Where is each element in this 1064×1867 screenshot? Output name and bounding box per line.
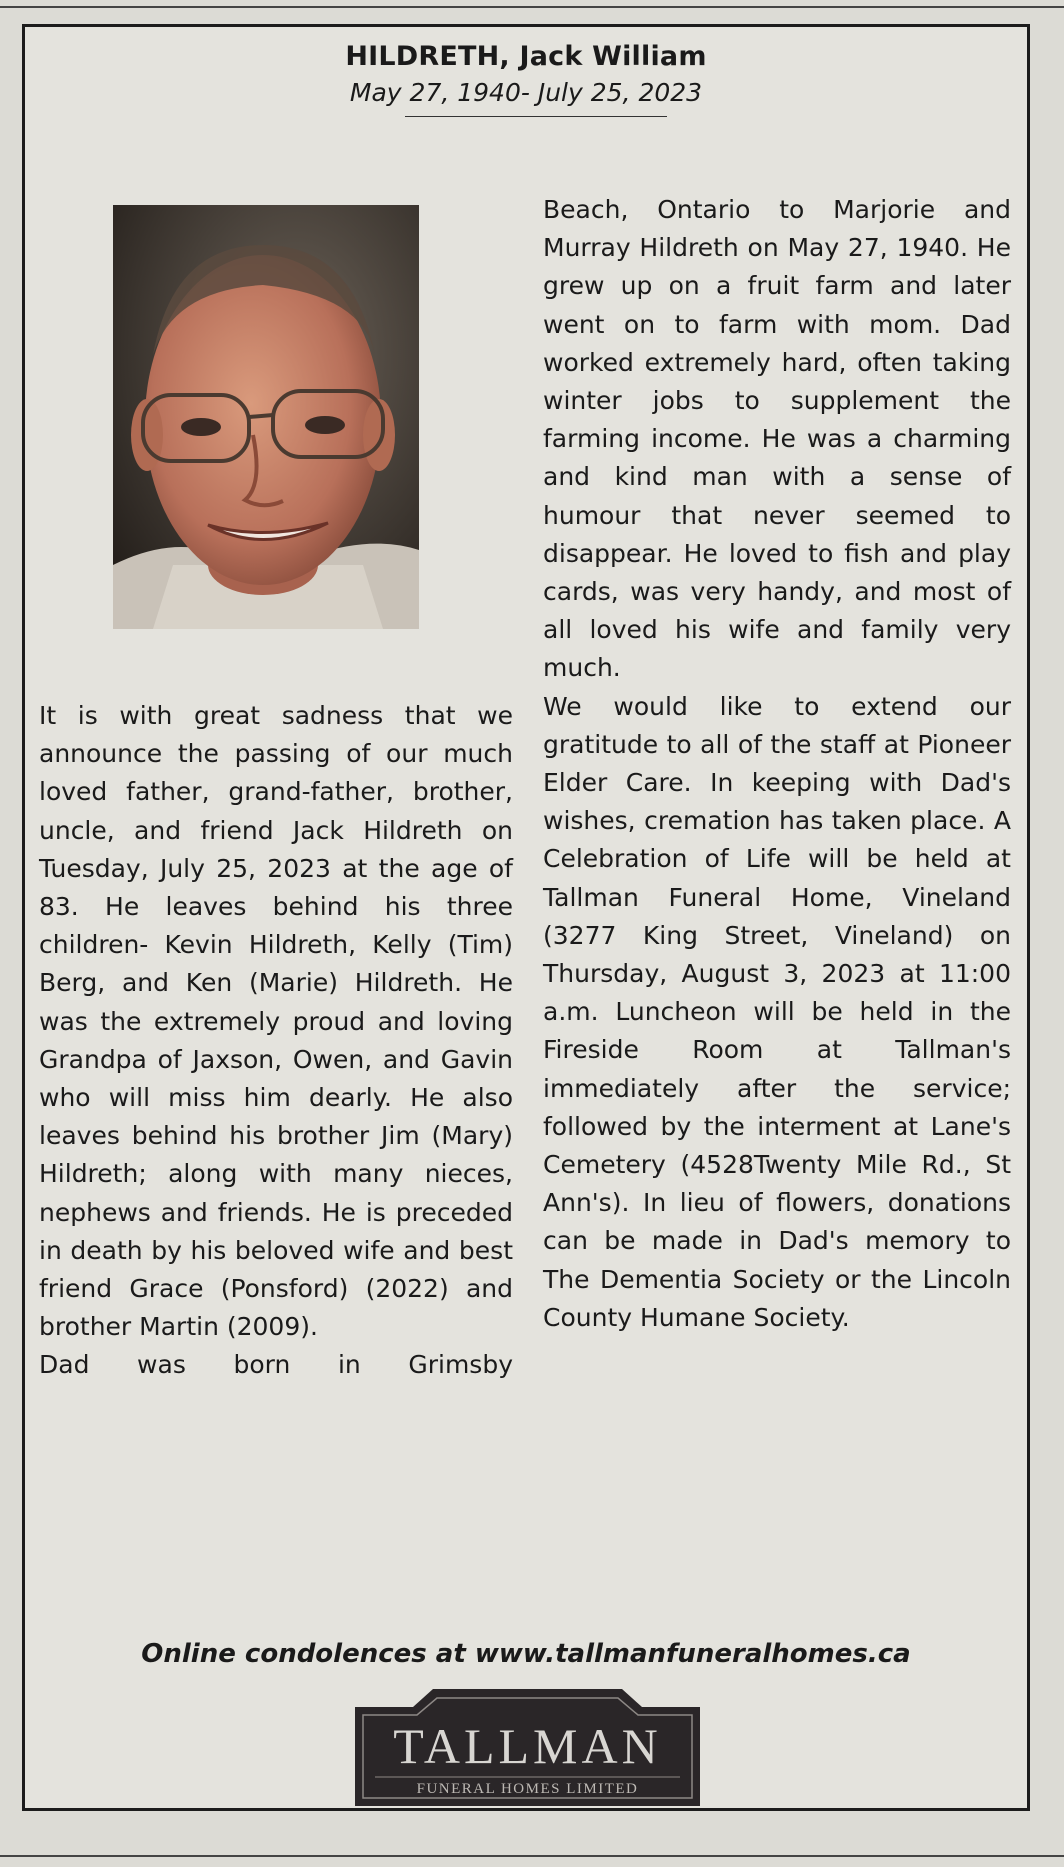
deceased-name: HILDRETH, Jack William bbox=[345, 41, 707, 72]
logo-subtitle: FUNERAL HOMES LIMITED bbox=[416, 1781, 639, 1797]
top-rule bbox=[0, 6, 1064, 8]
bottom-rule bbox=[0, 1855, 1064, 1857]
online-condolences-line: Online condolences at www.tallmanfuneralhomes.ca bbox=[141, 1639, 911, 1669]
obituary-paragraph: We would like to extend our gratitude to all of the staff at Pioneer Elder Care. In keeping with Dad's wishes, cremation has taken place. A Celebration of Life will be held at Tallman Funeral Home, Vineland (3277 King Street, Vineland) on Thursday, August 3, 2023 at 11:00 a.m. Luncheon will be held in the Fireside Room at Tallman's immediately after the service; followed by the interment at Lane's Cemetery (4528Twenty Mile Rd., St Ann's). In lieu of flowers, donations can be made in Dad's memory to The Dementia Society or the Lincoln County Humane Society. bbox=[543, 691, 1011, 1332]
obituary-right-column bbox=[543, 191, 1011, 1337]
tallman-logo bbox=[355, 1689, 700, 1806]
portrait-photo-icon bbox=[113, 205, 419, 629]
obituary-paragraph: Beach, Ontario to Marjorie and Murray Hildreth on May 27, 1940. He grew up on a fruit farm and later went on to farm with mom. Dad worked extremely hard, often taking winter jobs to supplement the farming income. He was a charming and kind man with a sense of humour that never seemed to disappear. He loved to fish and play cards, was very handy, and most of all loved his wife and family very much. bbox=[543, 195, 1011, 683]
logo-name: TALLMAN bbox=[393, 1718, 662, 1774]
obituary-left-column bbox=[39, 697, 513, 1385]
life-dates: May 27, 1940- July 25, 2023 bbox=[349, 78, 703, 107]
dates-underline bbox=[405, 116, 667, 117]
obituary-paragraph: It is with great sadness that we announce the passing of our much loved father, grand-father, brother, uncle, and friend Jack Hildreth on Tuesday, July 25, 2023 at the age of 83. He leaves behind his three children- Kevin Hildreth, Kelly (Tim) Berg, and Ken (Marie) Hildreth. He was the extremely proud and loving Grandpa of Jaxson, Owen, and Gavin who will miss him dearly. He also leaves behind his brother Jim (Mary) Hildreth; along with many nieces, nephews and friends. He is preceded in death by his beloved wife and best friend Grace (Ponsford) (2022) and brother Martin (2009). bbox=[39, 701, 513, 1342]
obituary-paragraph: Dad was born in Grimsby bbox=[39, 1350, 513, 1380]
tallman-logo-graphic bbox=[355, 1689, 700, 1806]
obituary-frame bbox=[22, 24, 1030, 1811]
portrait-photo bbox=[113, 205, 419, 629]
